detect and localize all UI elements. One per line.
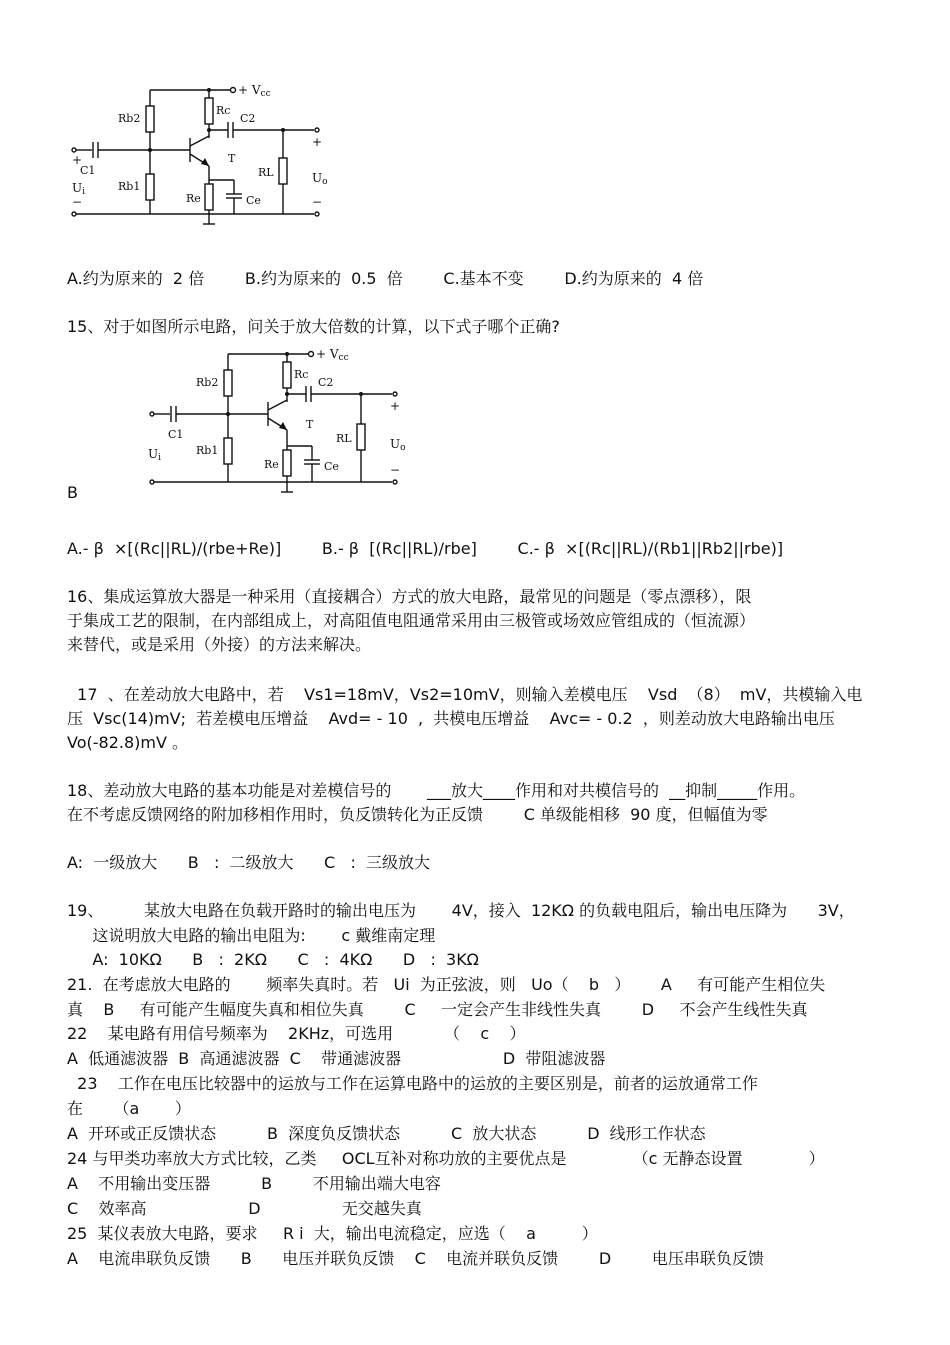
rb2-label: Rb2 [118,112,141,125]
ui-subscript: i [82,187,86,197]
c2-label-2: C2 [318,376,334,389]
q17-line-1: 17 、在差动放大电路中，若 Vs1=18mV，Vs2=10mV，则输入差模电压 Vsd （8） mV，共模输入电 [67,685,863,704]
q25-line-1: 25 某仪表放大电路，要求 R i 大，输出电流稳定，应选（ a ） [67,1224,598,1243]
svg-text:+ Vcc [238,83,271,99]
ui-label: U [72,181,83,195]
q16-line-3: 来替代，或是采用（外接）的方法来解决。 [67,635,372,654]
rc-label: Rc [216,104,231,117]
q17-line-2: 压 Vsc(14)mV; 若差模电压增益 Avd= - 10 , 共模电压增益 Avc= - 0.2 ，则差动放大电路输出电压 [67,709,835,728]
q23-line-2: 在 （a ） [67,1099,191,1118]
q14-options: A.约为原来的 2 倍 B.约为原来的 0.5 倍 C.基本不变 D.约为原来的 4 倍 [67,269,704,288]
ui-subscript-2: i [158,453,162,463]
uo-label: U [312,171,323,185]
svg-text:+ Vcc [316,347,349,363]
vcc-subscript-2: cc [338,353,349,363]
q21-line-2: 真 B 有可能产生幅度失真和相位失真 C 一定会产生非线性失真 D 不会产生线性失真 [67,1000,808,1019]
input-minus: − [72,195,83,209]
vcc-subscript: cc [260,89,271,99]
q16-line-2: 于集成工艺的限制，在内部组成上，对高阻值电阻通常采用由三极管或场效应管组成的（恒流源） [67,611,756,630]
transistor-label: T [228,152,236,165]
q24-options-line-1: A 不用输出变压器 B 不用输出端大电容 [67,1174,441,1193]
uo-subscript: o [322,177,328,187]
common-emitter-amplifier-schematic-2 [140,342,420,494]
vcc-label: + V [238,83,261,97]
c1-label-2: C1 [168,428,184,441]
common-emitter-amplifier-schematic-1 [62,78,342,228]
svg-text:Uo [312,171,328,187]
q18-line-2: 在不考虑反馈网络的附加移相作用时，负反馈转化为正反馈 C 单级能相移 90 度，但幅值为零 [67,805,768,824]
q15-answer-label: B [67,483,78,502]
rb1-label-2: Rb1 [196,444,219,457]
rl-label: RL [258,166,274,179]
q16-line-1: 16、集成运算放大器是一种采用（直接耦合）方式的放大电路，最常见的问题是（零点漂移），限 [67,587,752,606]
output-plus-2: + [390,399,401,413]
rb1-label: Rb1 [118,180,141,193]
q15-question: 15、对于如图所示电路，问关于放大倍数的计算，以下式子哪个正确? [67,317,560,336]
q17-line-3: Vo(-82.8)mV 。 [67,733,188,752]
output-minus: − [312,195,323,209]
rb2-label-2: Rb2 [196,376,219,389]
q23-options: A 开环或正反馈状态 B 深度负反馈状态 C 放大状态 D 线形工作状态 [67,1124,706,1143]
q24-line-1: 24 与甲类功率放大方式比较，乙类 OCL互补对称功放的主要优点是 （c 无静态设置 ） [67,1149,825,1168]
rl-label-2: RL [336,432,352,445]
q19-line-2: 这说明放大电路的输出电阻为: c 戴维南定理 [67,926,436,945]
vcc-label-2: + V [316,347,339,361]
c2-label: C2 [240,112,256,125]
circuit-diagram-2 [140,342,420,494]
ce-label-2: Ce [324,460,339,473]
output-minus-2: − [390,463,401,477]
q23-line-1: 23 工作在电压比较器中的运放与工作在运算电路中的运放的主要区别是，前者的运放通常工作 [67,1074,758,1093]
circuit-diagram-1 [62,78,342,228]
svg-text:Ui [148,447,161,463]
re-label: Re [186,192,201,205]
q22-line-1: 22 某电路有用信号频率为 2KHz，可选用 （ c ） [67,1024,526,1043]
input-plus: + [72,153,83,167]
uo-subscript-2: o [400,443,406,453]
c1-label: C1 [80,164,96,177]
re-label-2: Re [264,458,279,471]
q18-options: A: 一级放大 B : 二级放大 C : 三级放大 [67,853,431,872]
ce-label: Ce [246,194,261,207]
q21-line-1: 21. 在考虑放大电路的 频率失真时。若 Ui 为正弦波，则 Uo（ b ） A 有可能产生相位失 [67,975,826,994]
transistor-label-2: T [306,418,314,431]
q25-options: A 电流串联负反馈 B 电压并联负反馈 C 电流并联负反馈 D 电压串联负反馈 [67,1249,764,1268]
ui-label-2: U [148,447,159,461]
q15-options: A.- β ×[(Rc||RL)/(rbe+Re)] B.- β [(Rc||RL)/rbe] C.- β ×[(Rc||RL)/(Rb1||Rb2||rbe)] [67,539,784,558]
q19-line-1: 19、 某放大电路在负载开路时的输出电压为 4V，接入 12KΩ 的负载电阻后，输出电压降为 3V， [67,901,855,920]
output-plus: + [312,135,323,149]
q22-options: A 低通滤波器 B 高通滤波器 C 带通滤波器 D 带阻滤波器 [67,1049,606,1068]
uo-label-2: U [390,437,401,451]
q19-options: A: 10KΩ B : 2KΩ C : 4KΩ D : 3KΩ [67,950,479,969]
q18-line-1: 18、差动放大电路的基本功能是对差模信号的 ___放大____作用和对共模信号的 __抑制_____作用。 [67,781,806,800]
rc-label-2: Rc [294,368,309,381]
svg-text:Uo [390,437,406,453]
q24-options-line-2: C 效率高 D 无交越失真 [67,1199,422,1218]
